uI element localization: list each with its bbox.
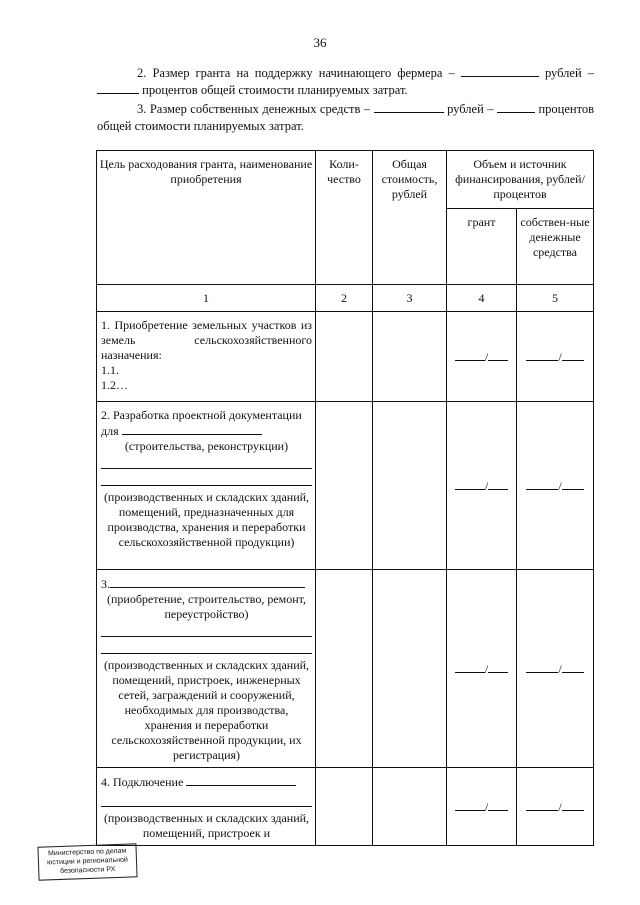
blank-line[interactable] [101, 794, 312, 807]
row-sub-item: 1.1. [101, 363, 119, 377]
header-total-cost: Общая стоимость, рублей [373, 151, 447, 285]
row-note: (приобретение, строительство, ремонт, переустройство) [106, 592, 307, 621]
table-row [97, 768, 594, 846]
row-title: 4. Подключение [101, 775, 184, 789]
row-sub-item: 1.2… [101, 378, 128, 392]
quantity-cell[interactable] [316, 570, 373, 768]
blank-line[interactable] [122, 423, 262, 435]
own-funds-percent-blank[interactable] [497, 102, 535, 113]
blank-line[interactable] [101, 624, 312, 637]
header-purpose: Цель расходования гранта, наименование приобретения [97, 151, 316, 285]
own-funds-rub-text: рублей – [447, 102, 494, 116]
own-funds-percent-text: процентов общей стоимости планируемых затрат. [97, 102, 595, 133]
row-title: 2. Разработка проектной документации для [101, 408, 302, 438]
row-purpose-cell [97, 312, 316, 402]
blank-line[interactable] [101, 641, 312, 654]
fill-separator: / [484, 478, 489, 493]
total-cost-cell[interactable] [373, 312, 447, 402]
own-funds-amount-blank[interactable] [374, 102, 444, 113]
header-quantity: Коли-чество [316, 151, 373, 285]
own-funds-cell[interactable] [517, 402, 594, 570]
row-purpose-cell [97, 402, 316, 570]
column-number: 5 [517, 285, 594, 312]
grant-amount-blank[interactable] [461, 66, 539, 77]
blank-line[interactable] [186, 774, 296, 786]
stamp-line: юстиции и региональной [46, 856, 128, 867]
column-number: 3 [373, 285, 447, 312]
header-funding: Объем и источник финансирования, рублей/процентов [447, 151, 594, 209]
column-number: 4 [447, 285, 517, 312]
own-funds-cell[interactable] [517, 570, 594, 768]
blank-line[interactable] [110, 576, 305, 588]
stamp-line: безопасности РХ [60, 866, 116, 875]
fill-separator: / [484, 349, 489, 364]
grant-size-paragraph [97, 65, 594, 99]
fill-separator: / [558, 661, 562, 676]
grant-cell[interactable] [447, 768, 517, 846]
grant-cell[interactable] [447, 402, 517, 570]
grant-cell[interactable] [447, 570, 517, 768]
blank-line[interactable] [101, 473, 312, 486]
fill-separator: / [558, 349, 562, 364]
total-cost-cell[interactable] [373, 570, 447, 768]
row-purpose-cell [97, 570, 316, 768]
grant-size-text: 2. Размер гранта на поддержку начинающего фермера – [137, 66, 455, 80]
grant-percent-blank[interactable] [97, 83, 139, 94]
grant-rub-text: рублей – [544, 66, 595, 80]
row-note: (производственных и складских зданий, помещений, пристроек, инженерных сетей, заграждений и сооружений, необходимых для производства, хранения и переработки сельскохозяйственной продукции, их регистрация) [103, 658, 310, 762]
quantity-cell[interactable] [316, 312, 373, 402]
header-grant: грант [447, 209, 517, 285]
table-row [97, 402, 594, 570]
page-number: 36 [313, 35, 327, 50]
fill-separator: / [484, 799, 489, 814]
row-note: (строительства, реконструкции) [124, 439, 289, 453]
ministry-stamp [37, 843, 137, 880]
grant-cell[interactable] [447, 312, 517, 402]
blank-line[interactable] [101, 456, 312, 469]
total-cost-cell[interactable] [373, 768, 447, 846]
row-title: 3. [101, 577, 110, 591]
row-purpose-cell [97, 768, 316, 846]
expense-table [96, 150, 594, 846]
own-funds-cell[interactable] [517, 312, 594, 402]
total-cost-cell[interactable] [373, 402, 447, 570]
table-row [97, 312, 594, 402]
own-funds-text: 3. Размер собственных денежных средств – [137, 102, 371, 116]
own-funds-paragraph [97, 101, 594, 135]
grant-percent-text: процентов общей стоимости планируемых затрат. [142, 83, 408, 97]
fill-separator: / [558, 799, 562, 814]
fill-separator: / [484, 661, 489, 676]
fill-separator: / [558, 478, 562, 493]
stamp-line: Министерство по делам [47, 847, 127, 858]
header-own-funds: собствен-ные денежные средства [517, 209, 594, 285]
quantity-cell[interactable] [316, 402, 373, 570]
column-number: 2 [316, 285, 373, 312]
row-title: 1. Приобретение земельных участков из земель сельскохозяйственного назначения: [101, 318, 312, 362]
column-number: 1 [97, 285, 316, 312]
table-row [97, 570, 594, 768]
own-funds-cell[interactable] [517, 768, 594, 846]
quantity-cell[interactable] [316, 768, 373, 846]
row-note: (производственных и складских зданий, помещений, предназначенных для производства, хранения и переработки сельскохозяйственной продукции) [103, 490, 310, 549]
row-note: (производственных и складских зданий, помещений, пристроек и [103, 811, 310, 840]
